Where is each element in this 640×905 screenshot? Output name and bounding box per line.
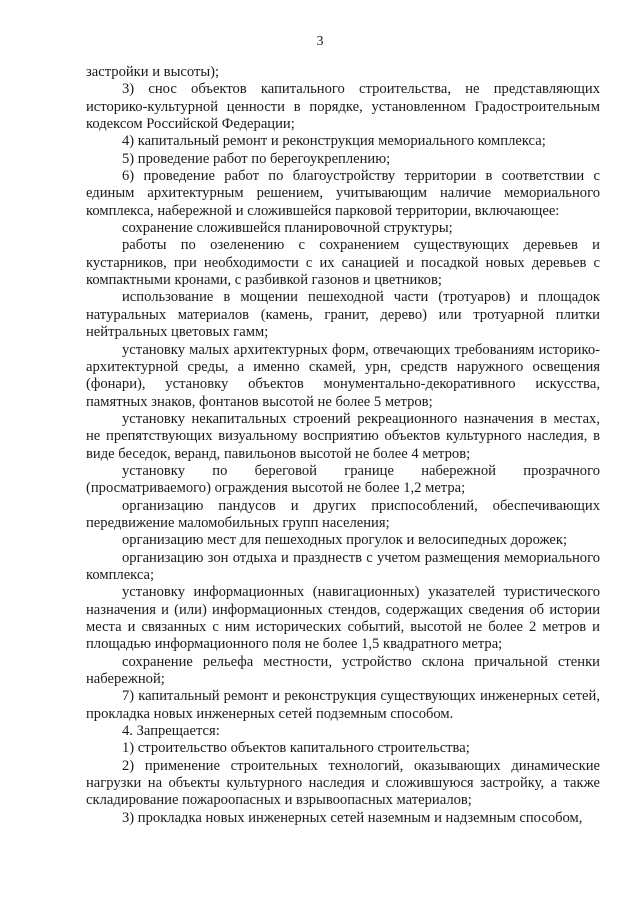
paragraph-item-5-bank-protection: 5) проведение работ по берегоукреплению; (122, 150, 391, 167)
paragraph-item-6-landscaping: 6) проведение работ по благоустройству территории в соответствии с единым архитектурным решением, учитывающим наличие мемориального комплекса, набережной и сложившейся парковой территории, включающее: (86, 168, 600, 219)
paragraph-walking-paths: организацию мест для пешеходных прогулок и велосипедных дорожек; (122, 532, 568, 549)
section-heading-prohibited: 4. Запрещается: (122, 723, 220, 740)
paragraph-temporary-structures: установку некапитальных строений рекреационного назначения в местах, не препятствующих визуальному восприятию объектов культурного наследия, в виде беседок, веранд, павильонов высотой не более 4 метров; (86, 410, 600, 462)
paragraph-prohibited-2: 2) применение строительных технологий, оказывающих динамические нагрузки на объекты культурного наследия и сложившуюся застройку, а также складирование пожароопасных и взрывоопасных материалов; (86, 757, 600, 809)
paragraph-paving: использование в мощении пешеходной части (тротуаров) и площадок натуральных материалов (камень, гранит, дерево) или тротуарной плитки нейтральных цветовых гамм; (86, 289, 600, 341)
paragraph-greening: работы по озеленению с сохранением существующих деревьев и кустарников, при необходимости с их санацией и посадкой новых деревьев с компактными кронами, с разбивкой газонов и цветников; (86, 237, 600, 289)
paragraph-planning-structure: сохранение сложившейся планировочной структуры; (122, 220, 453, 237)
paragraph-prohibited-1: 1) строительство объектов капитального строительства; (122, 740, 470, 757)
paragraph-recreation-zones: организацию зон отдыха и празднеств с учетом размещения мемориального комплекса; (86, 549, 600, 583)
paragraph-item-7-utilities: 7) капитальный ремонт и реконструкция существующих инженерных сетей, прокладка новых инженерных сетей подземным способом. (86, 688, 600, 722)
page-number: 3 (316, 34, 324, 49)
paragraph-relief: сохранение рельефа местности, устройство склона причальной стенки набережной; (86, 653, 600, 688)
paragraph-prohibited-3: 3) прокладка новых инженерных сетей наземным и надземным способом, (122, 809, 583, 826)
paragraph-ramps: организацию пандусов и других приспособлений, обеспечивающих передвижение маломобильных групп населения; (86, 497, 600, 531)
document-body (86, 64, 600, 827)
paragraph-continuation: застройки и высоты); (86, 64, 220, 80)
paragraph-item-3-demolition: 3) снос объектов капитального строительства, не представляющих историко-культурной ценности в порядке, установленном Градостроительным кодексом Российской Федерации; (86, 81, 600, 133)
paragraph-fence: установку по береговой границе набережной прозрачного (просматриваемого) ограждения высотой не более 1,2 метра; (86, 462, 600, 497)
paragraph-info-signs: установку информационных (навигационных) указателей туристического назначения и (или) информационных стендов, содержащих сведения об истории места и связанных с ним исторических событий, высотой не более 2 метров и площадью информационного поля не более 1,5 квадратного метра; (86, 584, 600, 653)
paragraph-item-4-memorial-repair: 4) капитальный ремонт и реконструкция мемориального комплекса; (122, 133, 546, 150)
paragraph-small-forms: установку малых архитектурных форм, отвечающих требованиям историко-архитектурной среды, а именно скамей, урн, средств наружного освещения (фонари), установку объектов монументально-декоративного искусства, памятных знаков, фонтанов высотой не более 5 метров; (86, 341, 600, 410)
